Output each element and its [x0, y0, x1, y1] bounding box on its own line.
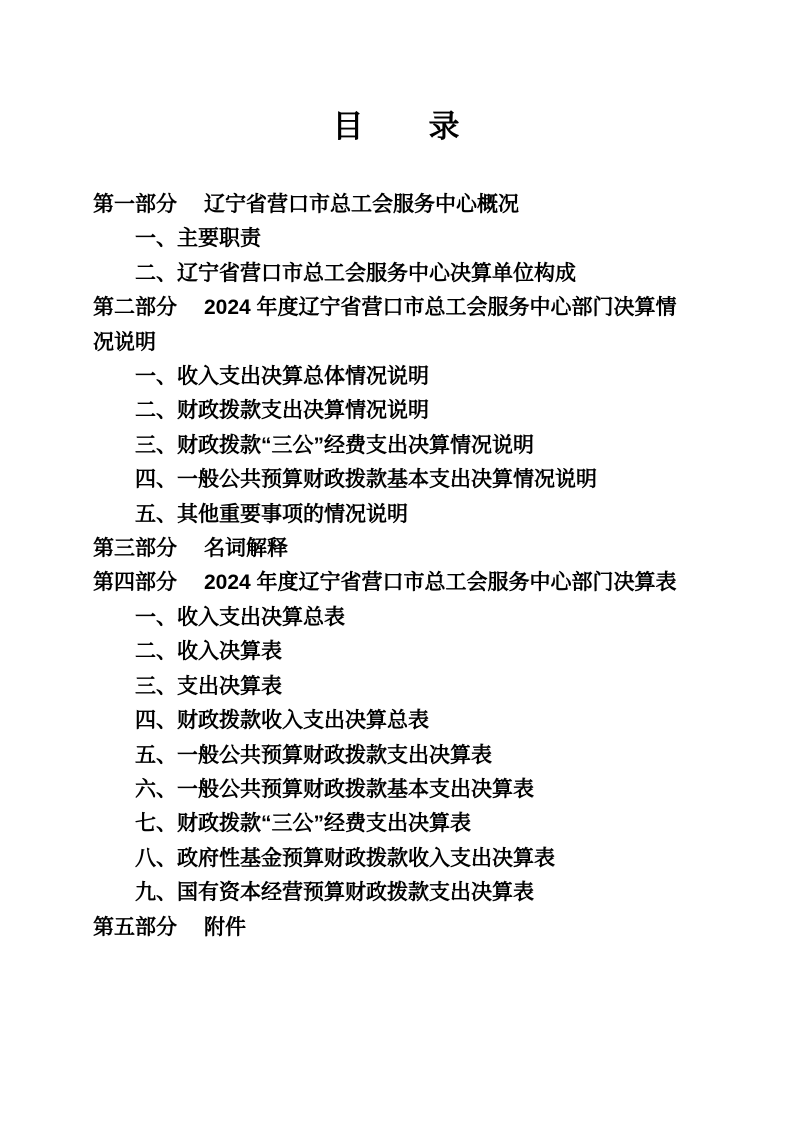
- toc-entry-text: 一、主要职责: [135, 227, 261, 251]
- toc-section-entry: [93, 532, 695, 566]
- toc-section-label: 第五部分: [93, 915, 177, 939]
- toc-sub-entry: [93, 498, 695, 532]
- toc-entry-text: 一、收入支出决算总体情况说明: [135, 365, 429, 389]
- toc-section-entry: [93, 566, 695, 600]
- toc-sub-entry: [93, 394, 695, 428]
- toc-sub-entry: [93, 670, 695, 704]
- toc-entry-text: 二、收入决算表: [135, 640, 282, 664]
- toc-entry-text: 五、一般公共预算财政拨款支出决算表: [135, 743, 492, 767]
- toc-sub-entry: [93, 635, 695, 669]
- toc-entry-text: 三、支出决算表: [135, 674, 282, 698]
- toc-entry-text: 七、财政拨款“三公”经费支出决算表: [135, 812, 471, 836]
- toc-entry-text: 六、一般公共预算财政拨款基本支出决算表: [135, 777, 534, 801]
- toc-entry-text: 名词解释: [204, 537, 288, 561]
- toc-entry-text: 八、政府性基金预算财政拨款收入支出决算表: [135, 846, 555, 870]
- toc-entry-text: 三、财政拨款“三公”经费支出决算情况说明: [135, 433, 534, 457]
- toc-entry-text: 二、财政拨款支出决算情况说明: [135, 399, 429, 423]
- toc-sub-entry: [93, 739, 695, 773]
- toc-sub-entry: [93, 257, 695, 291]
- toc-section-label: 第一部分: [93, 193, 177, 216]
- toc-section-label: 第三部分: [93, 537, 177, 561]
- toc-entry-text: 辽宁省营口市总工会服务中心概况: [204, 193, 519, 216]
- toc-sub-entry: [93, 463, 695, 497]
- toc-sub-entry: [93, 807, 695, 841]
- toc-entry-text: 附件: [204, 915, 246, 939]
- toc-sub-entry: [93, 429, 695, 463]
- toc-section-entry: [93, 911, 695, 945]
- toc-section-label: 第四部分: [93, 571, 177, 595]
- toc-entry-text: 二、辽宁省营口市总工会服务中心决算单位构成: [135, 261, 576, 285]
- page-title: 目 录: [332, 109, 461, 144]
- toc-entry-text: 一、收入支出决算总表: [135, 605, 345, 629]
- toc-sub-entry: [93, 601, 695, 635]
- toc-sub-entry: [93, 773, 695, 807]
- toc-entry-text: 五、其他重要事项的情况说明: [135, 502, 408, 526]
- toc-entry-text: 九、国有资本经营预算财政拨款支出决算表: [135, 881, 534, 905]
- toc-sub-entry: [93, 222, 695, 256]
- toc: [93, 188, 695, 945]
- toc-entry-text: 四、财政拨款收入支出决算总表: [135, 709, 429, 733]
- toc-sub-entry: [93, 704, 695, 738]
- toc-section-entry: [93, 291, 695, 360]
- toc-sub-entry: [93, 360, 695, 394]
- toc-entry-text: 四、一般公共预算财政拨款基本支出决算情况说明: [135, 468, 597, 492]
- toc-section-label: 第二部分: [93, 296, 177, 320]
- toc-sub-entry: [93, 842, 695, 876]
- toc-entry-text: 2024 年度辽宁省营口市总工会服务中心部门决算表: [204, 571, 677, 595]
- toc-sub-entry: [93, 876, 695, 910]
- toc-entry-text: 况说明: [93, 330, 156, 354]
- toc-entry-text: 2024 年度辽宁省营口市总工会服务中心部门决算情: [204, 296, 677, 320]
- toc-section-entry: [93, 188, 695, 222]
